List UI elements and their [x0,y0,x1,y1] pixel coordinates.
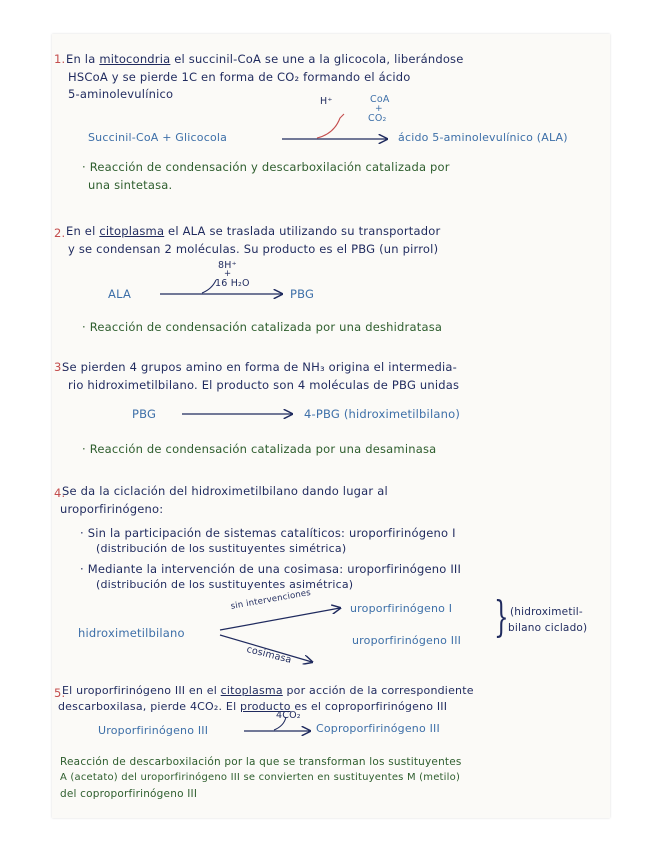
diagram-4-up-label: sin intervenciones [230,587,312,612]
section-2-line-1 [66,224,440,238]
section-1-line-3: 5-aminolevulínico [68,87,174,101]
section-5-paragraph-1: Reacción de descarboxilación por la que se transforman los sustituyentes [60,756,462,768]
keyword-citoplasma-5: citoplasma [220,684,283,697]
text-span: por acción de la correspondiente [282,684,474,697]
diagram-4-note-2: bilano ciclado) [508,622,588,634]
reaction-1-co2-label: CO₂ [368,113,387,124]
section-5-paragraph-2: A (acetato) del uroporfirinógeno III se convierten en sustituyentes M (metilo) [60,772,461,783]
section-5-line-1 [62,684,474,697]
reaction-2-product: PBG [290,287,315,301]
section-4-bullet-2: · Mediante la intervención de una cosimasa: uroporfirinógeno III [80,562,462,576]
text-span: el ALA se traslada utilizando su transportador [164,224,441,238]
text-span: En el [66,224,100,238]
grouping-brace: } [494,592,509,641]
section-2-line-2: y se condensan 2 moléculas. Su producto es el PBG (un pirrol) [68,242,439,256]
text-span: el succinil-CoA se une a la glicocola, liberándose [170,52,464,66]
section-4-line-1: Se da la ciclación del hidroximetilbilano dando lugar al [62,484,388,498]
section-5-number: 5. [54,686,66,700]
section-1-note-1: · Reacción de condensación y descarboxilación catalizada por [82,160,450,174]
reaction-2-water-label: 16 H₂O [215,278,250,289]
text-span: descarboxilasa, pierde 4CO₂. El [58,700,241,713]
section-2-note-1: · Reacción de condensación catalizada por una deshidratasa [82,320,443,334]
diagram-4-down-product: uroporfirinógeno III [352,634,462,647]
diagram-4-down-label: cosimasa [245,644,293,666]
section-1-line-1 [66,52,464,66]
section-1-line-2: HSCoA y se pierde 1C en forma de CO₂ formando el ácido [68,70,411,84]
reaction-5-co2-label: 4CO₂ [276,710,301,721]
section-1-note-2: una sintetasa. [88,178,173,192]
section-5-paragraph-3: del coproporfirinógeno III [60,788,198,800]
reaction-2-substrate: ALA [108,287,132,301]
keyword-producto: producto [240,700,291,713]
section-3-number: 3. [54,360,66,374]
text-span: En la [66,52,100,66]
diagram-4-note-1: (hidroximetil- [510,606,583,618]
reaction-5-substrate: Uroporfirinógeno III [98,724,209,737]
keyword-citoplasma: citoplasma [99,224,165,238]
section-4-bullet-1-detail: (distribución de los sustituyentes simétrica) [96,542,347,555]
diagram-4-substrate: hidroximetilbilano [78,626,185,640]
reaction-3-product: 4-PBG (hidroximetilbilano) [304,407,461,421]
keyword-mitocondria: mitocondria [99,52,171,66]
section-5-line-2 [58,700,447,713]
section-4-number: 4. [54,486,66,500]
section-4-line-2: uroporfirinógeno: [60,502,164,516]
diagram-4-up-product: uroporfirinógeno I [350,602,453,615]
text-span: El uroporfirinógeno III en el [62,684,221,697]
reaction-1-plus: + [375,104,383,114]
section-3-line-1: Se pierden 4 grupos amino en forma de NH₃ origina el intermedia- [62,360,457,374]
section-2-number: 2. [54,226,66,240]
reaction-5-product: Coproporfirinógeno III [316,722,440,735]
section-4-bullet-1: · Sin la participación de sistemas catalíticos: uroporfirinógeno I [80,526,456,540]
reaction-1-coa-label: CoA [370,94,390,105]
reaction-1-h-label: H⁺ [320,96,333,107]
section-3-note-1: · Reacción de condensación catalizada por una desaminasa [82,442,437,456]
reaction-1-product: ácido 5-aminolevulínico (ALA) [398,131,568,144]
section-1-number: 1. [54,52,66,66]
water-curve-2 [202,280,216,293]
reaction-1-substrates: Succinil-CoA + Glicocola [88,131,228,144]
section-3-line-2: rio hidroximetilbilano. El producto son 4 moléculas de PBG unidas [68,378,460,392]
section-4-bullet-2-detail: (distribución de los sustituyentes asimétrica) [96,578,354,591]
branch-arrow-up [220,608,340,630]
coenzyme-curve-1 [317,114,344,138]
reaction-2-h-label: 8H⁺ [218,260,237,271]
notebook-page [52,34,610,818]
text-span: es el coproporfirinógeno III [290,700,448,713]
reaction-3-substrate: PBG [132,407,157,421]
reaction-2-plus: + [224,269,232,279]
